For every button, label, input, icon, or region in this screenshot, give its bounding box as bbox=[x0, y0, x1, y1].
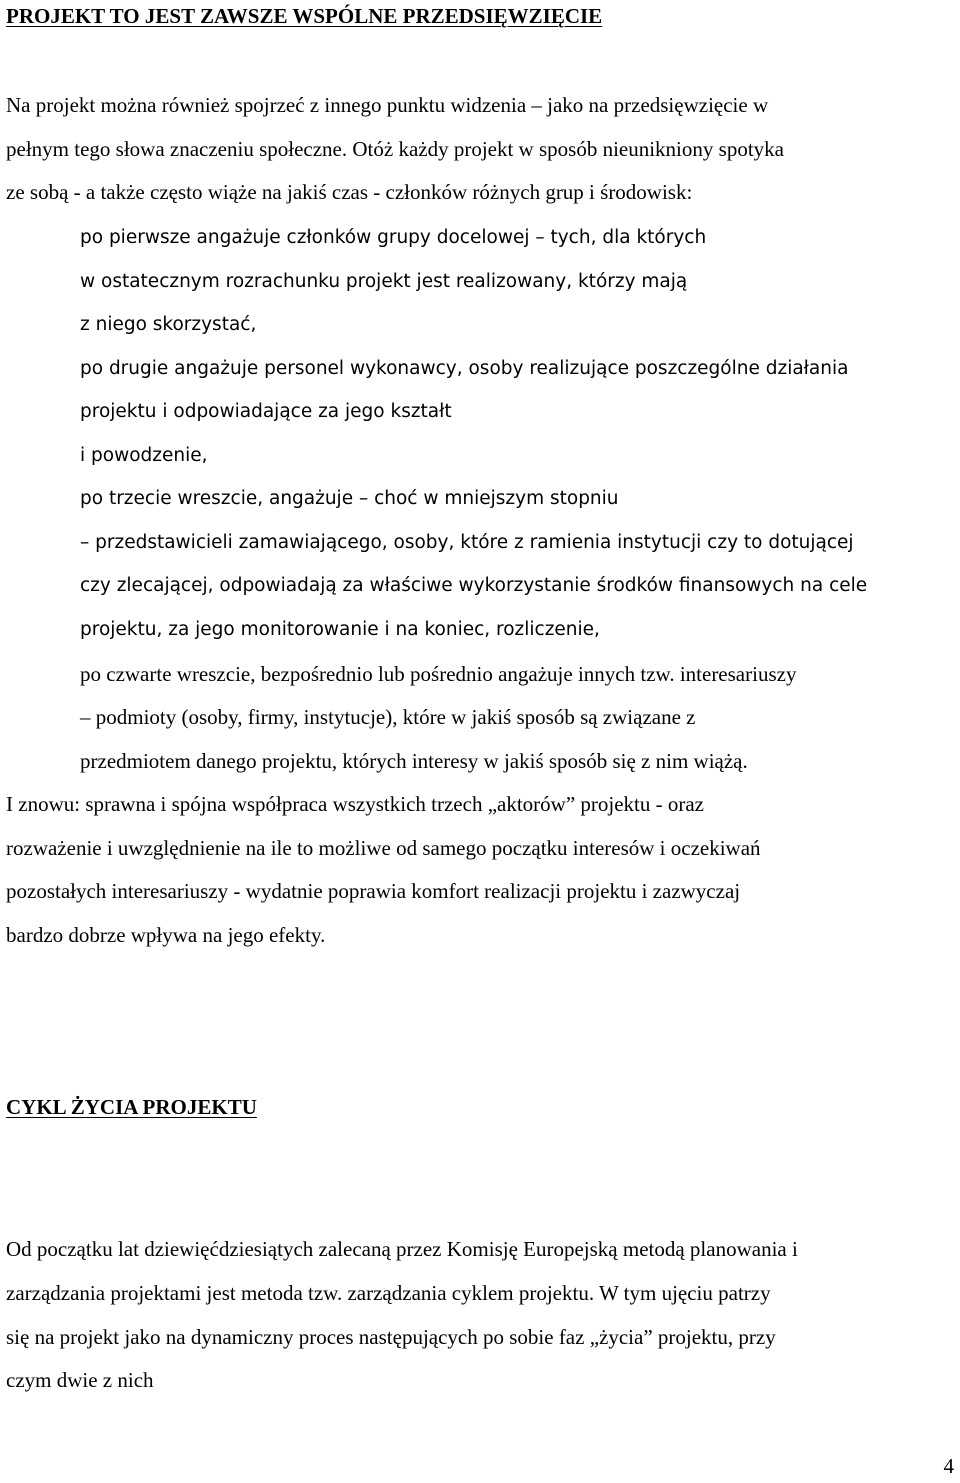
section-heading-cykl-zycia-projektu: CYKL ŻYCIA PROJEKTU bbox=[6, 1095, 257, 1119]
section-heading-wspolne-przedsiewziecie: PROJEKT TO JEST ZAWSZE WSPÓLNE PRZEDSIĘWZIĘCIE bbox=[6, 4, 603, 28]
list-line: – przedstawicieli zamawiającego, osoby, które z ramienia instytucji czy to dotującej bbox=[80, 532, 854, 553]
paragraph-line: zarządzania projektami jest metoda tzw. zarządzania cyklem projektu. W tym ujęciu patrzy bbox=[6, 1281, 771, 1305]
paragraph-line: rozważenie i uwzględnienie na ile to możliwe od samego początku interesów i oczekiwań bbox=[6, 836, 761, 860]
list-line: projektu i odpowiadające za jego kształt bbox=[80, 401, 452, 422]
list-line: z niego skorzystać, bbox=[80, 314, 257, 335]
paragraph-line: pełnym tego słowa znaczeniu społeczne. Otóż każdy projekt w sposób nieunikniony spotyka bbox=[6, 137, 784, 161]
list-line: projektu, za jego monitorowanie i na koniec, rozliczenie, bbox=[80, 619, 600, 640]
list-line: przedmiotem danego projektu, których interesy w jakiś sposób się z nim wiążą. bbox=[80, 749, 748, 773]
paragraph-line: ze sobą - a także często wiąże na jakiś czas - członków różnych grup i środowisk: bbox=[6, 180, 693, 204]
paragraph-line: się na projekt jako na dynamiczny proces następujących po sobie faz „życia” projektu, przy bbox=[6, 1325, 776, 1349]
paragraph-line: pozostałych interesariuszy - wydatnie poprawia komfort realizacji projektu i zazwyczaj bbox=[6, 879, 741, 903]
list-line: po drugie angażuje personel wykonawcy, osoby realizujące poszczególne działania bbox=[80, 358, 849, 379]
list-line: po czwarte wreszcie, bezpośrednio lub pośrednio angażuje innych tzw. interesariuszy bbox=[80, 662, 797, 686]
list-line: czy zlecającej, odpowiadają za właściwe wykorzystanie środków finansowych na cele bbox=[80, 575, 868, 596]
list-line: po pierwsze angażuje członków grupy docelowej – tych, dla których bbox=[80, 227, 707, 248]
list-line: w ostatecznym rozrachunku projekt jest realizowany, którzy mają bbox=[80, 271, 688, 292]
paragraph-line: Na projekt można również spojrzeć z innego punktu widzenia – jako na przedsięwzięcie w bbox=[6, 93, 769, 117]
list-line: i powodzenie, bbox=[80, 445, 208, 466]
paragraph-line: Od początku lat dziewięćdziesiątych zalecaną przez Komisję Europejską metodą planowania i bbox=[6, 1237, 798, 1261]
list-line: – podmioty (osoby, firmy, instytucje), które w jakiś sposób są związane z bbox=[80, 705, 696, 729]
paragraph-line: czym dwie z nich bbox=[6, 1368, 154, 1392]
paragraph-line: I znowu: sprawna i spójna współpraca wszystkich trzech „aktorów” projektu - oraz bbox=[6, 792, 705, 816]
paragraph-line: bardzo dobrze wpływa na jego efekty. bbox=[6, 923, 326, 947]
list-line: po trzecie wreszcie, angażuje – choć w mniejszym stopniu bbox=[80, 488, 619, 509]
page-number: 4 bbox=[943, 1454, 954, 1478]
